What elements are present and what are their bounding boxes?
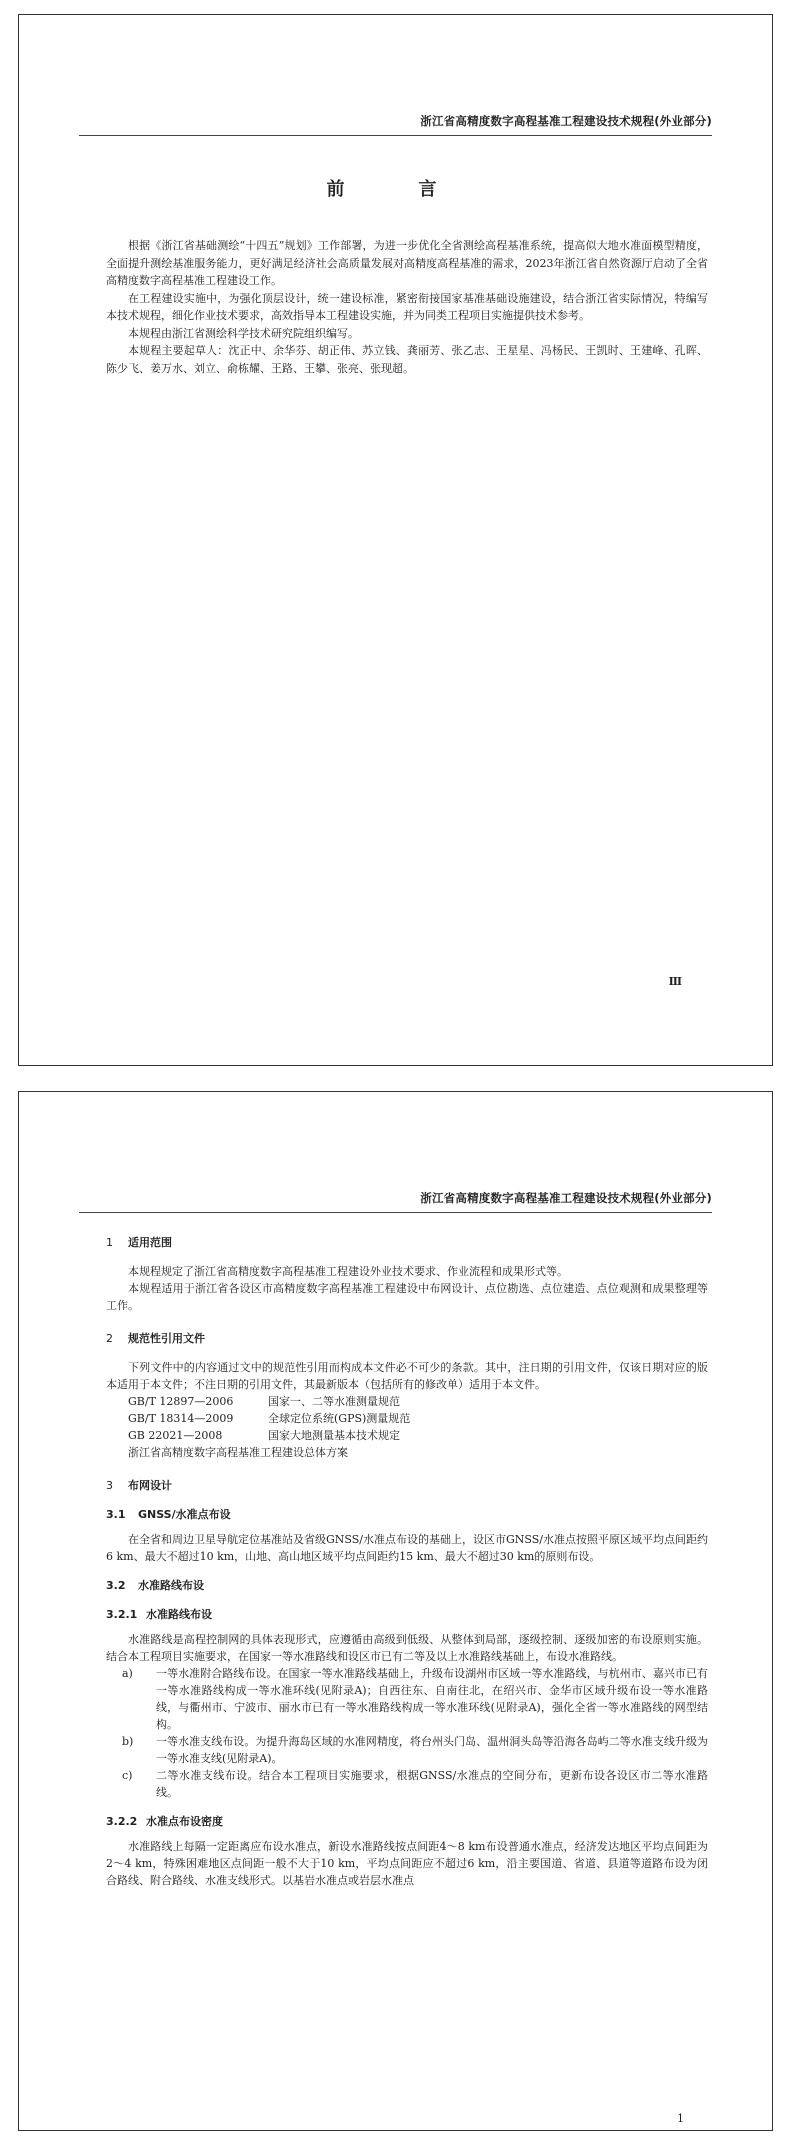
paragraph: 下列文件中的内容通过文中的规范性引用而构成本文件必不可少的条款。其中，注日期的引用文件，仅该日期对应的版本适用于本文件；不注日期的引用文件，其最新版本（包括所有的修改单）适用于本文件。 (106, 1361, 708, 1391)
section-heading (106, 1477, 708, 1494)
section-title: 布网设计 (128, 1479, 172, 1492)
subsubsection-number: 3.2.2 (106, 1815, 138, 1828)
subsection-title: GNSS/水准点布设 (138, 1508, 231, 1521)
subsection-number: 3.2 (106, 1579, 126, 1592)
subsubsection-heading (106, 1813, 708, 1830)
list-item (106, 1767, 708, 1801)
paragraph: 本规程主要起草人：沈正中、余华芬、胡正伟、苏立钱、龚丽芳、张乙志、王星星、冯杨民、王凯时、王建峰、孔晖、陈少飞、姜万水、刘立、俞栋耀、王路、王攀、张亮、张现超。 (106, 344, 708, 375)
page-number: Ⅲ (668, 975, 682, 988)
page-number: 1 (677, 2112, 684, 2125)
section-title: 规范性引用文件 (128, 1332, 205, 1345)
subsubsection-heading (106, 1606, 708, 1623)
reference-name: 国家一、二等水准测量规范 (268, 1395, 400, 1408)
preface-title: 前 言 (326, 179, 465, 200)
reference-item (106, 1444, 708, 1461)
paragraph: 本规程由浙江省测绘科学技术研究院组织编写。 (128, 326, 359, 340)
content-body (106, 1234, 708, 1889)
list-text: 二等水准支线布设。结合本工程项目实施要求，根据GNSS/水准点的空间分布，更新布设各设区市二等水准路线。 (156, 1769, 708, 1799)
subsubsection-title: 水准点布设密度 (146, 1815, 223, 1828)
paragraph: 在全省和周边卫星导航定位基准站及省级GNSS/水准点布设的基础上，设区市GNSS/水准点按照平原区域平均点间距约6 km、最大不超过10 km，山地、高山地区域平均点间距约15 km、最大不超过30 km的原则布设。 (106, 1533, 708, 1563)
section-heading (106, 1234, 708, 1251)
paragraph: 水准路线上每隔一定距离应布设水准点，新设水准路线按点间距4～8 km布设普通水准点，经济发达地区平均点间距为2～4 km，特殊困难地区点间距一般不大于10 km，平均点间距应不超过6 km，沿主要国道、省道、县道等道路布设为闭合路线、附合路线、水准支线形式。以基岩水准点或岩层水准点 (106, 1840, 708, 1887)
list-item (106, 1733, 708, 1767)
reference-code: GB 22021—2008 (128, 1429, 223, 1442)
paragraph: 本规程规定了浙江省高精度数字高程基准工程建设外业技术要求、作业流程和成果形式等。 (128, 1265, 568, 1278)
preface-body (106, 237, 708, 377)
paragraph: 根据《浙江省基础测绘“十四五”规划》工作部署，为进一步优化全省测绘高程基准系统，提高似大地水准面模型精度，全面提升测绘基准服务能力，更好满足经济社会高质量发展对高精度高程基准的需求，2023年浙江省自然资源厅启动了全省高精度数字高程基准工程建设工作。 (106, 239, 708, 287)
list-item (106, 1665, 708, 1733)
subsection-heading (106, 1506, 708, 1523)
paragraph: 在工程建设实施中，为强化顶层设计，统一建设标准，紧密衔接国家基准基础设施建设，结合浙江省实际情况，特编写本技术规程，细化作业技术要求，高效指导本工程建设实施，并为同类工程项目实施提供技术参考。 (106, 291, 708, 322)
page-content (18, 1091, 773, 2131)
header-rule (79, 1212, 712, 1213)
reference-item (106, 1410, 708, 1427)
subsection-number: 3.1 (106, 1508, 126, 1521)
reference-name: 国家大地测量基本技术规定 (268, 1429, 400, 1442)
running-header: 浙江省高精度数字高程基准工程建设技术规程(外业部分) (420, 1191, 712, 1205)
header-rule (79, 135, 712, 136)
reference-item (106, 1427, 708, 1444)
paragraph: 水准路线是高程控制网的具体表现形式，应遵循由高级到低级、从整体到局部，逐级控制、逐级加密的布设原则实施。结合本工程项目实施要求，在国家一等水准路线和设区市已有二等及以上水准路线基础上，布设水准路线。 (106, 1633, 708, 1663)
reference-item (106, 1393, 708, 1410)
list-text: 一等水准附合路线布设。在国家一等水准路线基础上，升级布设湖州市区域一等水准路线，与杭州市、嘉兴市已有一等水准路线构成一等水准环线(见附录A)；自西往东、自南往北，在绍兴市、金华市区域升级布设一等水准路线，与衢州市、宁波市、丽水市已有一等水准路线构成一等水准环线(见附录A)，强化全省一等水准路线的网型结构。 (156, 1667, 708, 1731)
reference-code: GB/T 12897—2006 (128, 1395, 234, 1408)
section-number: 3 (106, 1479, 113, 1492)
paragraph: 本规程适用于浙江省各设区市高精度数字高程基准工程建设中布网设计、点位勘选、点位建造、点位观测和成果整理等工作。 (106, 1282, 708, 1312)
subsection-heading (106, 1577, 708, 1594)
section-heading (106, 1330, 708, 1347)
subsubsection-title: 水准路线布设 (146, 1608, 212, 1621)
subsection-title: 水准路线布设 (138, 1579, 204, 1592)
list-text: 一等水准支线布设。为提升海岛区域的水准网精度，将台州头门岛、温州洞头岛等沿海各岛屿二等水准支线升级为一等水准支线(见附录A)。 (156, 1735, 708, 1765)
reference-name: 浙江省高精度数字高程基准工程建设总体方案 (128, 1446, 348, 1459)
reference-name: 全球定位系统(GPS)测量规范 (268, 1412, 411, 1425)
reference-code: GB/T 18314—2009 (128, 1412, 234, 1425)
list-label: c) (122, 1769, 133, 1782)
page-preface (18, 14, 773, 1066)
section-number: 1 (106, 1236, 113, 1249)
section-number: 2 (106, 1332, 113, 1345)
section-title: 适用范围 (128, 1236, 172, 1249)
running-header: 浙江省高精度数字高程基准工程建设技术规程(外业部分) (420, 114, 712, 128)
subsubsection-number: 3.2.1 (106, 1608, 138, 1621)
list-label: b) (122, 1735, 134, 1748)
list-label: a) (122, 1667, 133, 1680)
